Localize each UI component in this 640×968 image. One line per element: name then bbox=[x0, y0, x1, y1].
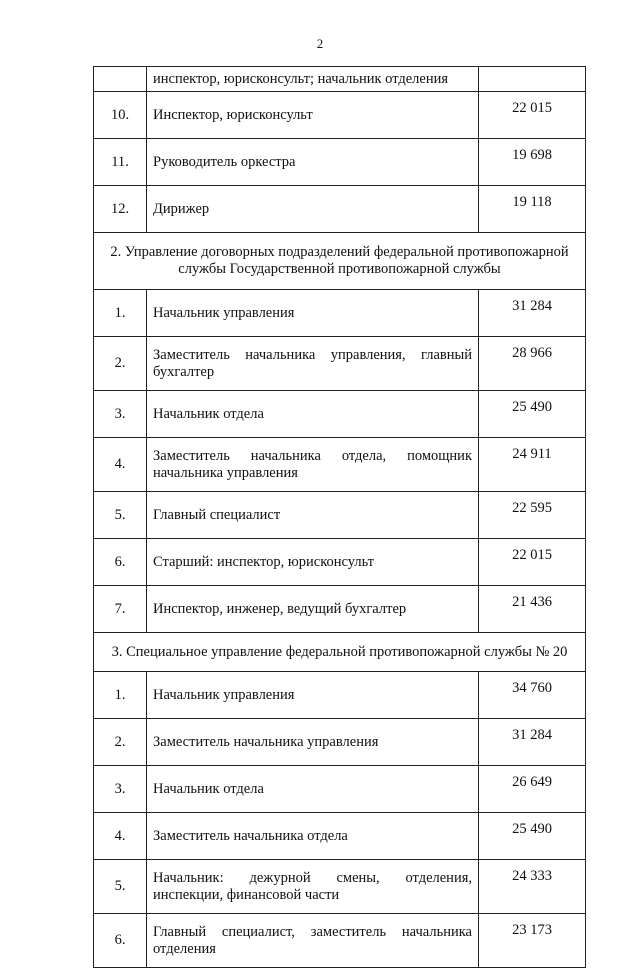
salary-value: 23 173 bbox=[479, 914, 586, 968]
position-title: Начальник управления bbox=[147, 672, 479, 719]
position-title: Начальник отдела bbox=[147, 766, 479, 813]
salary-value: 22 015 bbox=[479, 92, 586, 139]
position-title: Начальник управления bbox=[147, 290, 479, 337]
row-number: 3. bbox=[94, 766, 147, 813]
table-row bbox=[94, 672, 586, 719]
row-number: 2. bbox=[94, 337, 147, 391]
salary-value: 24 333 bbox=[479, 860, 586, 914]
position-title: Инспектор, юрисконсульт bbox=[147, 92, 479, 139]
salary-value: 24 911 bbox=[479, 438, 586, 492]
table-row bbox=[94, 586, 586, 633]
position-title: Старший: инспектор, юрисконсульт bbox=[147, 539, 479, 586]
row-number: 5. bbox=[94, 860, 147, 914]
row-number: 4. bbox=[94, 813, 147, 860]
row-number: 11. bbox=[94, 139, 147, 186]
position-title: Заместитель начальника управления, главный бухгалтер bbox=[147, 337, 479, 391]
section-header-row bbox=[94, 633, 586, 672]
row-number: 1. bbox=[94, 672, 147, 719]
salary-value: 34 760 bbox=[479, 672, 586, 719]
table-row bbox=[94, 67, 586, 92]
row-number: 6. bbox=[94, 914, 147, 968]
section-header-row bbox=[94, 233, 586, 290]
position-title: Начальник отдела bbox=[147, 391, 479, 438]
position-title: Начальник: дежурной смены, отделения, инспекции, финансовой части bbox=[147, 860, 479, 914]
position-title: Главный специалист, заместитель начальника отделения bbox=[147, 914, 479, 968]
salary-value: 21 436 bbox=[479, 586, 586, 633]
row-number: 2. bbox=[94, 719, 147, 766]
table-row bbox=[94, 290, 586, 337]
section-title: 2. Управление договорных подразделений федеральной противопожарной службы Государственной противопожарной службы bbox=[94, 233, 586, 290]
position-title: Заместитель начальника управления bbox=[147, 719, 479, 766]
table-row bbox=[94, 914, 586, 968]
row-number: 4. bbox=[94, 438, 147, 492]
section-title: 3. Специальное управление федеральной противопожарной службы № 20 bbox=[94, 633, 586, 672]
table-row bbox=[94, 391, 586, 438]
salary-table bbox=[93, 66, 586, 968]
row-number: 12. bbox=[94, 186, 147, 233]
table-row bbox=[94, 492, 586, 539]
row-number: 3. bbox=[94, 391, 147, 438]
position-title: Заместитель начальника отдела bbox=[147, 813, 479, 860]
salary-value: 22 595 bbox=[479, 492, 586, 539]
position-title: Главный специалист bbox=[147, 492, 479, 539]
salary-value: 31 284 bbox=[479, 719, 586, 766]
row-number: 7. bbox=[94, 586, 147, 633]
row-number: 1. bbox=[94, 290, 147, 337]
salary-value: 25 490 bbox=[479, 391, 586, 438]
table-row bbox=[94, 539, 586, 586]
salary-value: 28 966 bbox=[479, 337, 586, 391]
table-row bbox=[94, 92, 586, 139]
position-title: Заместитель начальника отдела, помощник начальника управления bbox=[147, 438, 479, 492]
salary-value bbox=[479, 67, 586, 92]
table-row bbox=[94, 139, 586, 186]
position-title: инспектор, юрисконсульт; начальник отделения bbox=[147, 67, 479, 92]
salary-value: 26 649 bbox=[479, 766, 586, 813]
salary-value: 22 015 bbox=[479, 539, 586, 586]
position-title: Руководитель оркестра bbox=[147, 139, 479, 186]
row-number bbox=[94, 67, 147, 92]
page-number: 2 bbox=[316, 36, 324, 51]
table-row bbox=[94, 860, 586, 914]
table-row bbox=[94, 813, 586, 860]
row-number: 10. bbox=[94, 92, 147, 139]
position-title: Инспектор, инженер, ведущий бухгалтер bbox=[147, 586, 479, 633]
row-number: 5. bbox=[94, 492, 147, 539]
table-row bbox=[94, 438, 586, 492]
row-number: 6. bbox=[94, 539, 147, 586]
position-title: Дирижер bbox=[147, 186, 479, 233]
salary-value: 31 284 bbox=[479, 290, 586, 337]
table-row bbox=[94, 719, 586, 766]
table-row bbox=[94, 766, 586, 813]
table-row bbox=[94, 186, 586, 233]
salary-value: 19 698 bbox=[479, 139, 586, 186]
table-row bbox=[94, 337, 586, 391]
salary-value: 19 118 bbox=[479, 186, 586, 233]
salary-value: 25 490 bbox=[479, 813, 586, 860]
